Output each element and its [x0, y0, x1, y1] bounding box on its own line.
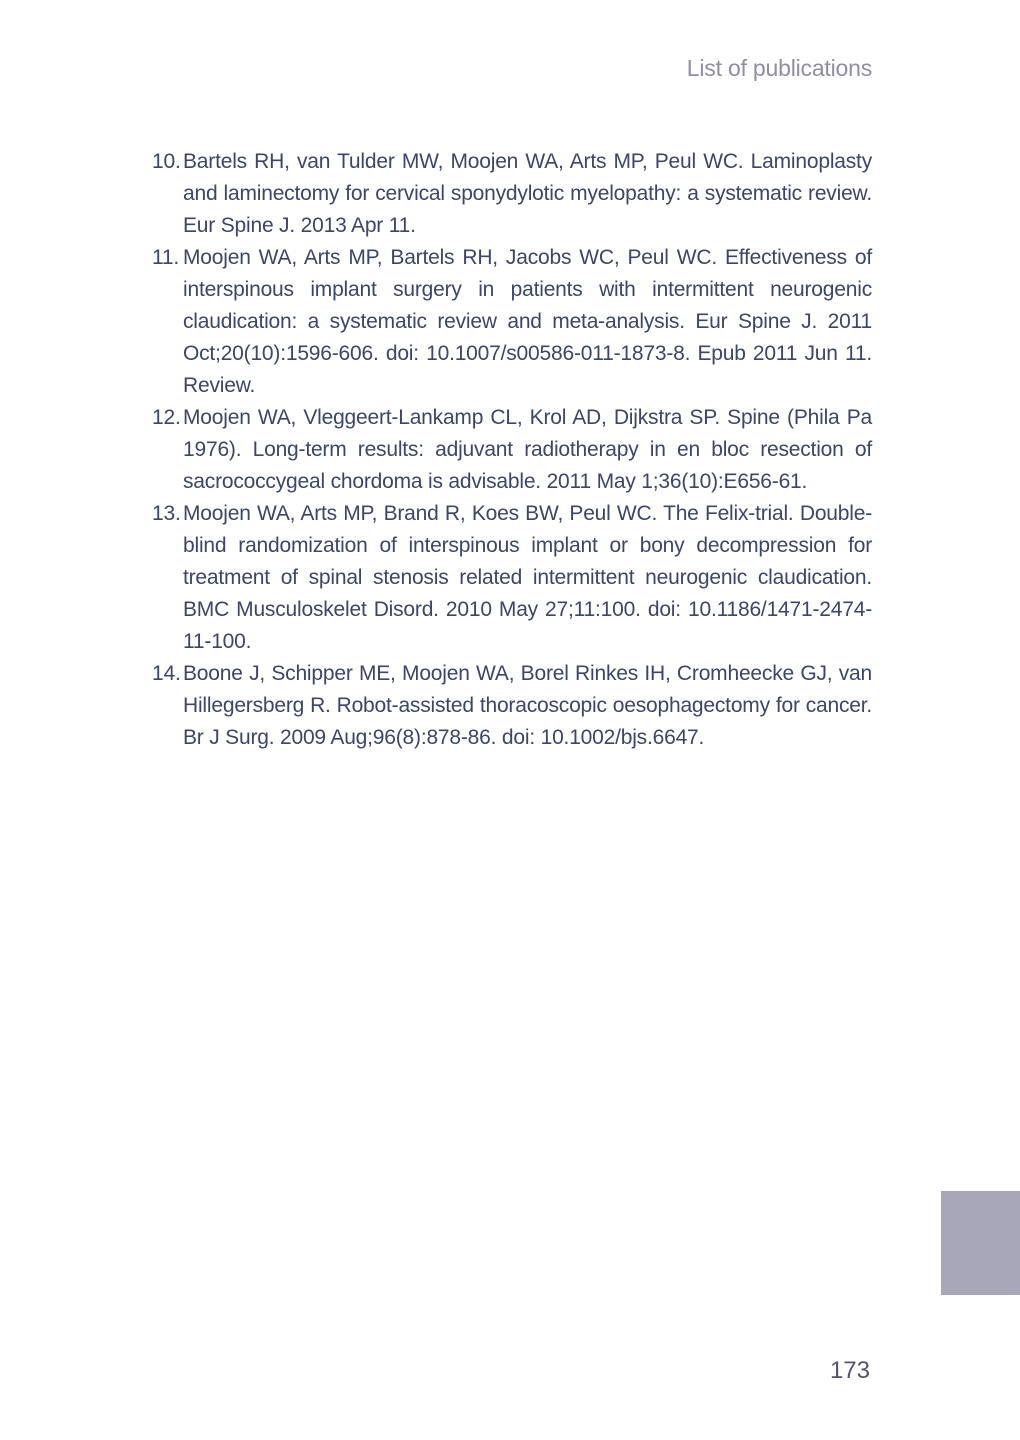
- chapter-tab-rectangle: [941, 1191, 1020, 1295]
- list-item-number: 11.: [152, 246, 180, 269]
- page-number: 173: [829, 1357, 870, 1384]
- list-item: [152, 658, 872, 754]
- list-item-text: Moojen WA, Vleggeert-Lankamp CL, Krol AD, Dijkstra SP. Spine (Phila Pa 1976). Long-term results: adjuvant radiotherapy in en bloc resection of sacrococcygeal chordoma is advisable. 2011 May 1;36(10):E656-61.: [183, 406, 872, 493]
- list-item: [152, 402, 872, 498]
- list-item: [152, 498, 872, 658]
- list-item: [152, 242, 872, 402]
- list-item-text: Boone J, Schipper ME, Moojen WA, Borel Rinkes IH, Cromheecke GJ, van Hillegersberg R. Robot-assisted thoracoscopic oesophagectomy for cancer. Br J Surg. 2009 Aug;96(8):878-86. doi: 10.1002/bjs.6647.: [183, 662, 872, 749]
- list-item-text: Moojen WA, Arts MP, Brand R, Koes BW, Peul WC. The Felix-trial. Double-blind randomization of interspinous implant or bony decompression for treatment of spinal stenosis related intermittent neurogenic claudication. BMC Musculoskelet Disord. 2010 May 27;11:100. doi: 10.1186/1471-2474-11-100.: [183, 502, 872, 653]
- list-item-number: 14.: [152, 662, 181, 685]
- list-item-text: Bartels RH, van Tulder MW, Moojen WA, Arts MP, Peul WC. Laminoplasty and laminectomy for cervical sponydylotic myelopathy: a systematic review. Eur Spine J. 2013 Apr 11.: [183, 150, 872, 237]
- list-item-text: Moojen WA, Arts MP, Bartels RH, Jacobs WC, Peul WC. Effectiveness of interspinous implant surgery in patients with intermittent neurogenic claudication: a systematic review and meta-analysis. Eur Spine J. 2011 Oct;20(10):1596-606. doi: 10.1007/s00586-011-1873-8. Epub 2011 Jun 11. Review.: [183, 246, 872, 397]
- page-header-title: List of publications: [686, 55, 872, 81]
- list-item-number: 10.: [152, 150, 181, 173]
- list-item-number: 12.: [152, 406, 181, 429]
- publication-list: [152, 146, 872, 754]
- list-item-number: 13.: [152, 502, 181, 525]
- list-item: [152, 146, 872, 242]
